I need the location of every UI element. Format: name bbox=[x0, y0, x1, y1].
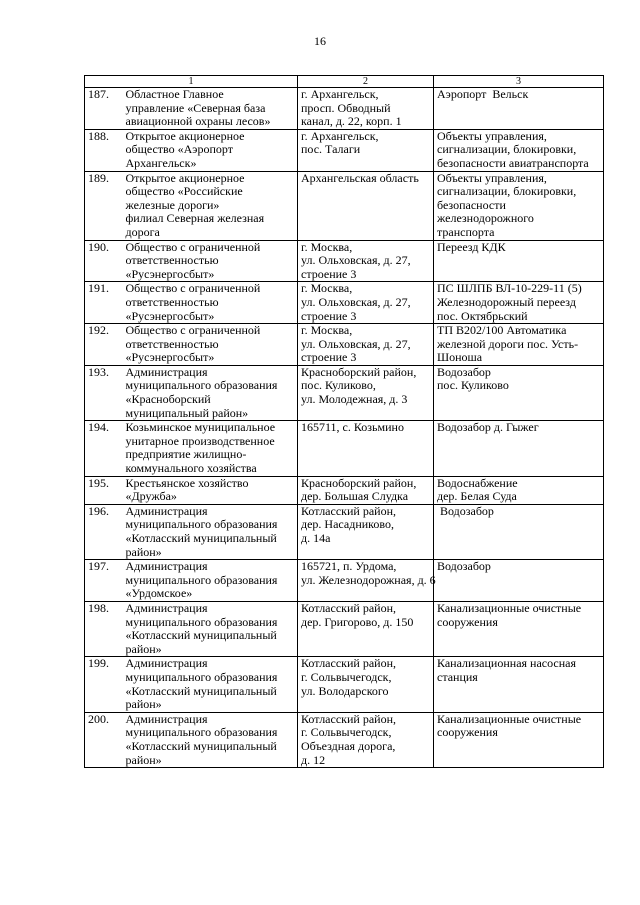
organization-address-line: строение 3 bbox=[301, 350, 357, 365]
organization-name-cell bbox=[123, 560, 298, 602]
row-number-cell bbox=[85, 712, 123, 767]
organization-address-cell bbox=[298, 324, 434, 366]
organization-address-cell bbox=[298, 504, 434, 559]
organization-address-line: строение 3 bbox=[301, 266, 357, 281]
object-name-cell bbox=[434, 712, 604, 767]
organization-address-line: г. Архангельск, bbox=[301, 128, 379, 143]
organization-name-line: дорога bbox=[125, 224, 160, 239]
object-name-cell bbox=[434, 324, 604, 366]
organization-address-line: Котласский район, bbox=[301, 656, 397, 671]
row-number: 188. bbox=[88, 128, 109, 143]
organization-name-line: авиационной охраны лесов» bbox=[125, 114, 271, 129]
organization-address-line: дер. Большая Слудка bbox=[301, 489, 409, 504]
object-name-line: сооружения bbox=[437, 614, 498, 629]
organization-name-line: коммунального хозяйства bbox=[125, 461, 257, 476]
organization-address-line: г. Москва, bbox=[301, 239, 353, 254]
table-row bbox=[85, 421, 604, 476]
organization-address-line: Котласский район, bbox=[301, 503, 397, 518]
organization-address-line: строение 3 bbox=[301, 308, 357, 323]
object-name-cell bbox=[434, 365, 604, 420]
organization-name-line: общество «Аэропорт bbox=[125, 142, 233, 157]
object-name-cell bbox=[434, 88, 604, 130]
row-number-cell bbox=[85, 601, 123, 656]
table-row bbox=[85, 712, 604, 767]
object-name-cell bbox=[434, 601, 604, 656]
organization-address-line: ул. Ольховская, д. 27, bbox=[301, 336, 411, 351]
objects-table bbox=[84, 75, 604, 768]
row-number-cell bbox=[85, 476, 123, 504]
organization-address-line: дер. Григорово, д. 150 bbox=[301, 614, 414, 629]
organization-name-line: район» bbox=[125, 641, 162, 656]
organization-address-line: пос. Талаги bbox=[301, 142, 361, 157]
organization-address-line: д. 14а bbox=[301, 531, 331, 545]
organization-address-line: Архангельская область bbox=[301, 170, 419, 185]
organization-name-cell bbox=[123, 282, 298, 324]
table-row bbox=[85, 365, 604, 420]
object-name-line: Водозабор bbox=[437, 559, 491, 574]
organization-name-line: «Котласский муниципальный bbox=[125, 738, 277, 753]
organization-address-line: ул. Володарского bbox=[301, 683, 389, 698]
object-name-line: Объекты управления, bbox=[437, 170, 547, 185]
organization-name-line: «Русэнергосбыт» bbox=[125, 350, 215, 365]
table-row bbox=[85, 504, 604, 559]
organization-address-line: Красноборский район, bbox=[301, 475, 417, 490]
object-name-line: Канализационная насосная bbox=[437, 656, 577, 671]
object-name-line: сигнализации, блокировки, bbox=[437, 142, 577, 157]
object-name-line: Канализационные очистные bbox=[437, 600, 582, 615]
row-number: 187. bbox=[88, 87, 109, 101]
organization-address-line: г. Сольвычегодск, bbox=[301, 669, 392, 684]
organization-address-line: Котласский район, bbox=[301, 600, 397, 615]
organization-name-line: район» bbox=[125, 544, 162, 559]
organization-name-line: Администрация bbox=[125, 503, 208, 518]
organization-name-line: муниципального образования bbox=[125, 669, 278, 684]
organization-address-line: ул. Молодежная, д. 3 bbox=[301, 392, 408, 407]
organization-address-line: пос. Куликово, bbox=[301, 378, 376, 393]
organization-name-line: ответственностью bbox=[125, 336, 219, 351]
organization-address-cell bbox=[298, 421, 434, 476]
organization-address-cell bbox=[298, 129, 434, 171]
organization-name-cell bbox=[123, 712, 298, 767]
row-number-cell bbox=[85, 240, 123, 282]
object-name-cell bbox=[434, 129, 604, 171]
organization-name-line: Общество с ограниченной bbox=[125, 281, 261, 296]
object-name-line: Шоноша bbox=[437, 350, 483, 365]
object-name-line: безопасности авиатранспорта bbox=[437, 155, 589, 170]
organization-address-line: ул. Ольховская, д. 27, bbox=[301, 253, 411, 268]
organization-name-line: Областное Главное bbox=[125, 87, 224, 101]
organization-name-line: управление «Северная база bbox=[125, 100, 266, 115]
organization-name-line: филиал Северная железная bbox=[125, 211, 265, 226]
table-header-row bbox=[85, 76, 604, 88]
organization-address-line: г. Архангельск, bbox=[301, 87, 379, 101]
organization-address-line: д. 12 bbox=[301, 752, 326, 767]
organization-name-line: «Урдомское» bbox=[125, 586, 193, 601]
organization-name-cell bbox=[123, 240, 298, 282]
organization-name-line: Администрация bbox=[125, 656, 208, 671]
row-number: 193. bbox=[88, 364, 109, 379]
organization-name-cell bbox=[123, 129, 298, 171]
organization-name-cell bbox=[123, 324, 298, 366]
object-name-line: станция bbox=[437, 669, 478, 684]
organization-name-line: «Красноборский bbox=[125, 392, 211, 407]
organization-address-cell bbox=[298, 712, 434, 767]
organization-name-line: Общество с ограниченной bbox=[125, 323, 261, 338]
organization-name-line: железные дороги» bbox=[125, 197, 220, 212]
organization-name-line: Администрация bbox=[125, 711, 208, 726]
organization-name-line: общество «Российские bbox=[125, 184, 243, 199]
organization-name-line: Козьминское муниципальное bbox=[125, 420, 276, 435]
table-row bbox=[85, 129, 604, 171]
organization-name-line: муниципальный район» bbox=[125, 405, 249, 420]
organization-address-line: Котласский район, bbox=[301, 711, 397, 726]
row-number-cell bbox=[85, 171, 123, 240]
organization-address-line: г. Москва, bbox=[301, 323, 353, 338]
row-number-cell bbox=[85, 504, 123, 559]
object-name-line: ТП В202/100 Автоматика bbox=[437, 323, 567, 338]
row-number: 191. bbox=[88, 281, 109, 296]
object-name-cell bbox=[434, 421, 604, 476]
row-number: 200. bbox=[88, 711, 109, 726]
object-name-line: пос. Октябрьский bbox=[437, 308, 528, 323]
object-name-line: ПС ШЛПБ ВЛ-10-229-11 (5) bbox=[437, 281, 582, 296]
organization-address-cell bbox=[298, 476, 434, 504]
header-col-1: 1 bbox=[85, 76, 298, 88]
object-name-line: дер. Белая Суда bbox=[437, 489, 517, 504]
row-number-cell bbox=[85, 421, 123, 476]
row-number: 194. bbox=[88, 420, 109, 435]
organization-address-cell bbox=[298, 601, 434, 656]
organization-address-line: Красноборский район, bbox=[301, 364, 417, 379]
organization-name-cell bbox=[123, 171, 298, 240]
organization-name-line: Архангельск» bbox=[125, 155, 197, 170]
organization-name-line: Администрация bbox=[125, 600, 208, 615]
organization-address-line: канал, д. 22, корп. 1 bbox=[301, 114, 402, 129]
organization-name-cell bbox=[123, 657, 298, 712]
organization-name-line: Администрация bbox=[125, 559, 208, 574]
object-name-line: Водозабор bbox=[437, 364, 491, 379]
organization-address-cell bbox=[298, 560, 434, 602]
header-col-2: 2 bbox=[298, 76, 434, 88]
row-number: 195. bbox=[88, 475, 109, 490]
organization-address-cell bbox=[298, 240, 434, 282]
organization-name-line: район» bbox=[125, 752, 162, 767]
organization-address-cell bbox=[298, 171, 434, 240]
organization-name-line: Крестьянское хозяйство bbox=[125, 475, 249, 490]
table-row bbox=[85, 324, 604, 366]
organization-name-line: Администрация bbox=[125, 364, 208, 379]
object-name-cell bbox=[434, 282, 604, 324]
row-number-cell bbox=[85, 282, 123, 324]
object-name-line: Объекты управления, bbox=[437, 128, 547, 143]
organization-name-line: ответственностью bbox=[125, 294, 219, 309]
organization-name-line: муниципального образования bbox=[125, 614, 278, 629]
organization-name-cell bbox=[123, 601, 298, 656]
organization-name-line: предприятие жилищно- bbox=[125, 447, 247, 462]
object-name-cell bbox=[434, 171, 604, 240]
organization-name-cell bbox=[123, 504, 298, 559]
object-name-line: сооружения bbox=[437, 725, 498, 740]
organization-name-line: «Котласский муниципальный bbox=[125, 531, 277, 545]
organization-name-line: Общество с ограниченной bbox=[125, 239, 261, 254]
object-name-line: транспорта bbox=[437, 224, 495, 239]
table-row bbox=[85, 282, 604, 324]
table-row bbox=[85, 171, 604, 240]
organization-name-line: муниципального образования bbox=[125, 572, 278, 587]
organization-name-line: муниципального образования bbox=[125, 378, 278, 393]
object-name-cell bbox=[434, 560, 604, 602]
organization-address-line: дер. Насадниково, bbox=[301, 517, 394, 532]
organization-name-line: муниципального образования bbox=[125, 725, 278, 740]
row-number: 198. bbox=[88, 600, 109, 615]
header-col-3: 3 bbox=[434, 76, 604, 88]
organization-name-line: «Русэнергосбыт» bbox=[125, 266, 215, 281]
object-name-line: безопасности bbox=[437, 197, 506, 212]
organization-name-line: Открытое акционерное bbox=[125, 128, 245, 143]
organization-name-line: «Котласский муниципальный bbox=[125, 628, 277, 643]
table-row bbox=[85, 88, 604, 130]
row-number-cell bbox=[85, 365, 123, 420]
organization-name-cell bbox=[123, 421, 298, 476]
object-name-line: Канализационные очистные bbox=[437, 711, 582, 726]
organization-name-line: «Дружба» bbox=[125, 489, 177, 504]
row-number: 190. bbox=[88, 239, 109, 254]
organization-address-cell bbox=[298, 657, 434, 712]
row-number-cell bbox=[85, 324, 123, 366]
page-number: 16 bbox=[314, 34, 326, 48]
organization-name-line: муниципального образования bbox=[125, 517, 278, 532]
table-row bbox=[85, 657, 604, 712]
table-row bbox=[85, 560, 604, 602]
row-number: 196. bbox=[88, 503, 109, 518]
organization-name-line: «Котласский муниципальный bbox=[125, 683, 277, 698]
object-name-line: Водозабор bbox=[437, 503, 494, 518]
object-name-line: Железнодорожный переезд bbox=[437, 294, 576, 309]
row-number-cell bbox=[85, 129, 123, 171]
object-name-line: Переезд КДК bbox=[437, 239, 506, 254]
object-name-line: сигнализации, блокировки, bbox=[437, 184, 577, 199]
organization-name-cell bbox=[123, 476, 298, 504]
organization-name-line: унитарное производственное bbox=[125, 433, 275, 448]
table-row bbox=[85, 601, 604, 656]
organization-address-line: г. Москва, bbox=[301, 281, 353, 296]
row-number: 197. bbox=[88, 559, 109, 574]
object-name-line: Водоснабжение bbox=[437, 475, 518, 490]
organization-name-line: «Русэнергосбыт» bbox=[125, 308, 215, 323]
row-number-cell bbox=[85, 657, 123, 712]
organization-address-line: 165711, с. Козьмино bbox=[301, 420, 404, 435]
organization-address-cell bbox=[298, 88, 434, 130]
organization-address-line: Объездная дорога, bbox=[301, 738, 396, 753]
organization-address-line: ул. Железнодорожная, д. 6 bbox=[301, 572, 436, 587]
object-name-line: железнодорожного bbox=[437, 211, 534, 226]
organization-name-line: район» bbox=[125, 697, 162, 712]
object-name-line: пос. Куликово bbox=[437, 378, 509, 393]
object-name-line: Водозабор д. Гыжег bbox=[437, 420, 539, 435]
organization-address-line: ул. Ольховская, д. 27, bbox=[301, 294, 411, 309]
object-name-line: железной дороги пос. Усть- bbox=[437, 336, 579, 351]
organization-address-line: г. Сольвычегодск, bbox=[301, 725, 392, 740]
object-name-cell bbox=[434, 657, 604, 712]
row-number: 189. bbox=[88, 170, 109, 185]
row-number-cell bbox=[85, 88, 123, 130]
object-name-cell bbox=[434, 240, 604, 282]
organization-name-cell bbox=[123, 88, 298, 130]
object-name-cell bbox=[434, 476, 604, 504]
organization-name-cell bbox=[123, 365, 298, 420]
table-row bbox=[85, 240, 604, 282]
row-number: 192. bbox=[88, 323, 109, 338]
row-number-cell bbox=[85, 560, 123, 602]
organization-address-line: просп. Обводный bbox=[301, 100, 391, 115]
object-name-line: Аэропорт Вельск bbox=[437, 87, 529, 101]
organization-address-cell bbox=[298, 282, 434, 324]
table-row bbox=[85, 476, 604, 504]
organization-address-line: 165721, п. Урдома, bbox=[301, 559, 397, 574]
organization-address-cell bbox=[298, 365, 434, 420]
organization-name-line: Открытое акционерное bbox=[125, 170, 245, 185]
object-name-cell bbox=[434, 504, 604, 559]
row-number: 199. bbox=[88, 656, 109, 671]
organization-name-line: ответственностью bbox=[125, 253, 219, 268]
